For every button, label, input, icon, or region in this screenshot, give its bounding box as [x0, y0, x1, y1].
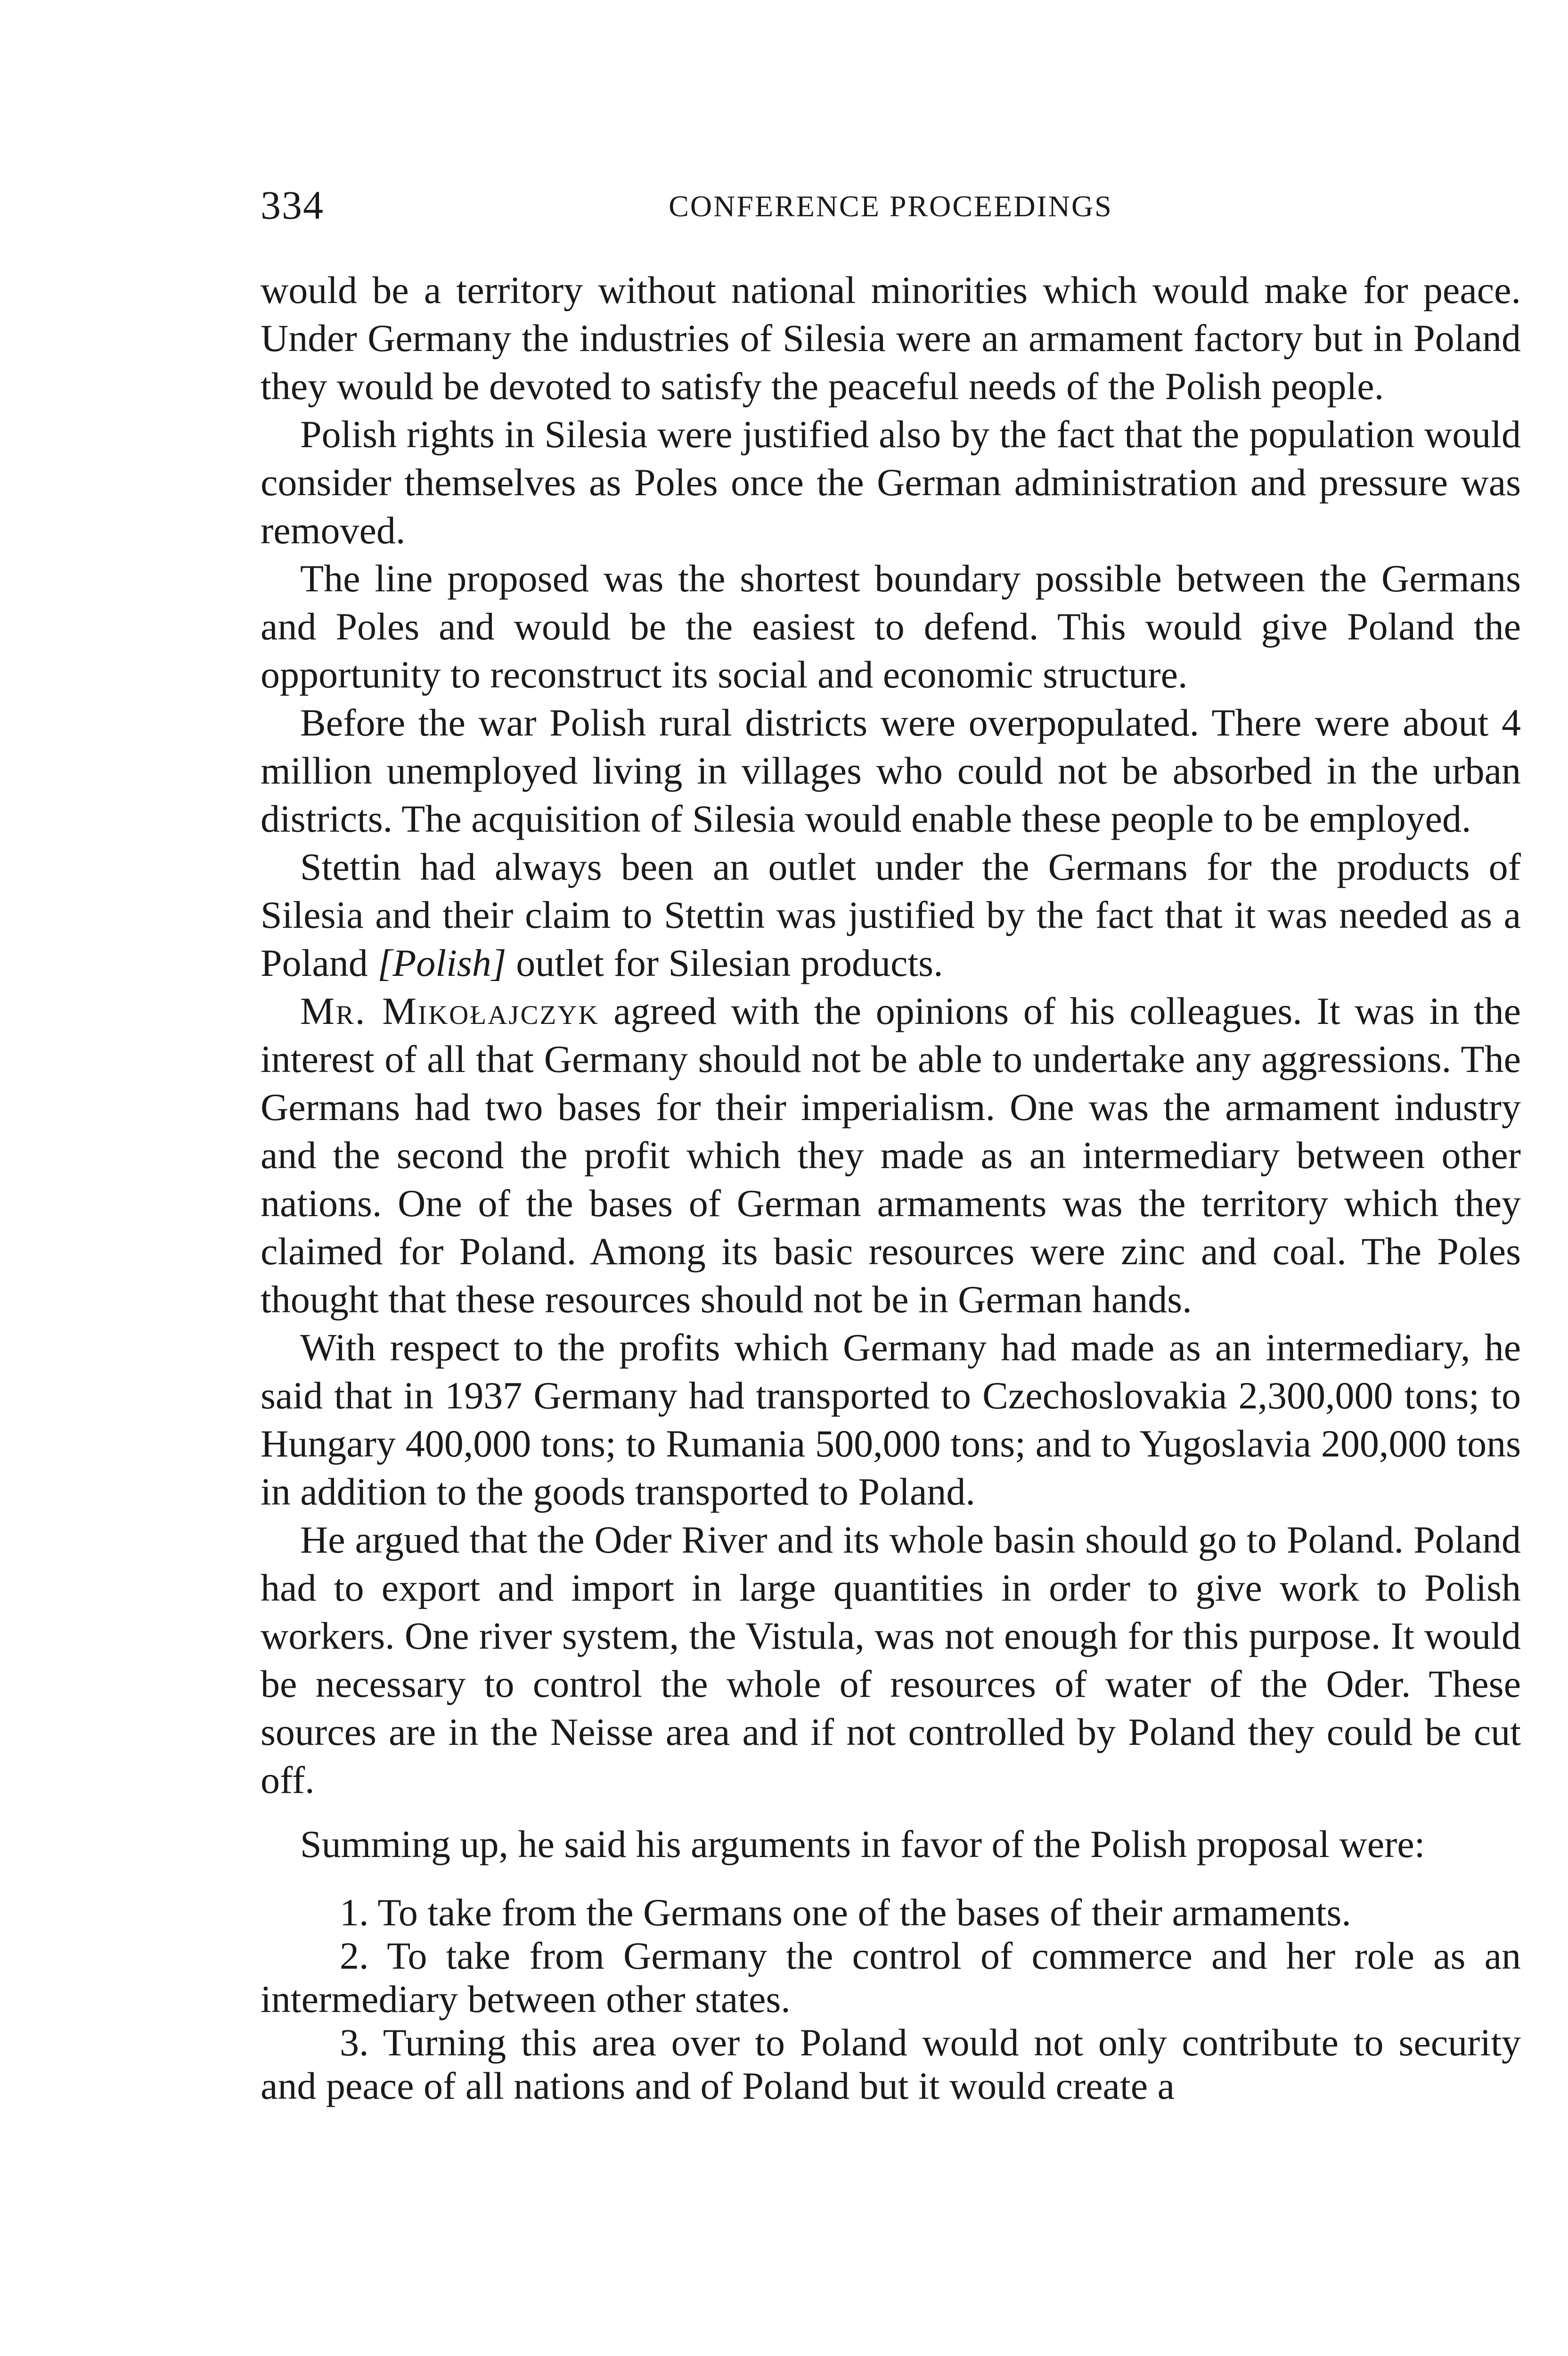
list-number: 3.: [340, 2021, 369, 2064]
running-head: CONFERENCE PROCEEDINGS: [669, 189, 1113, 223]
list-text: To take from Germany the control of commerce and her role as an intermediary between other states.: [261, 1934, 1521, 2021]
numbered-list: [261, 1891, 1521, 2108]
stettin-text-before: Stettin had always been an outlet under the Germans for the products of Silesia and their claim to Stettin was justified by the fact that it was needed as a Poland: [261, 845, 1521, 984]
list-text: Turning this area over to Poland would not only contribute to security and peace of all nations and of Poland but it would create a: [261, 2021, 1521, 2107]
paragraph-mikolajczyk: [261, 987, 1521, 1324]
paragraph: Before the war Polish rural districts were overpopulated. There were about 4 million unemployed living in villages who could not be absorbed in the urban districts. The acquisition of Silesia would enable these people to be employed.: [261, 701, 1521, 840]
speaker-name: Mr. Mikołajczyk: [300, 990, 599, 1032]
paragraph-stettin: [261, 843, 1521, 987]
paragraph: would be a territory without national minorities which would make for peace. Under Germany the industries of Silesia were an armament factory but in Poland they would be devoted to satisfy the peaceful needs of the Polish people.: [261, 269, 1521, 408]
body-text: [261, 266, 1521, 2108]
list-item: [261, 1891, 1521, 1934]
page-number: 334: [261, 182, 324, 228]
list-number: 2.: [340, 1934, 369, 1977]
paragraph: He argued that the Oder River and its whole basin should go to Poland. Poland had to export and import in large quantities in order to give work to Polish workers. One river system, the Vistula, was not enough for this purpose. It would be necessary to control the whole of resources of water of the Oder. These sources are in the Neisse area and if not controlled by Poland they could be cut off.: [261, 1518, 1521, 1801]
paragraph: Polish rights in Silesia were justified also by the fact that the population would consider themselves as Poles once the German administration and pressure was removed.: [261, 413, 1521, 552]
paragraph: Summing up, he said his arguments in favor of the Polish proposal were:: [300, 1823, 1425, 1865]
stettin-text-after: outlet for Silesian products.: [506, 941, 943, 984]
paragraph: The line proposed was the shortest boundary possible between the Germans and Poles and would be the easiest to defend. This would give Poland the opportunity to reconstruct its social and economic structure.: [261, 557, 1521, 696]
speaker-remarks: agreed with the opinions of his colleagues. It was in the interest of all that Germany should not be able to undertake any aggressions. The Germans had two bases for their imperialism. One was the armament industry and the second the profit which they made as an intermediary between other nations. One of the bases of German armaments was the territory which they claimed for Poland. Among its basic resources were zinc and coal. The Poles thought that these resources should not be in German hands.: [261, 990, 1521, 1321]
paragraph: With respect to the profits which Germany had made as an intermediary, he said that in 1937 Germany had transported to Czechoslovakia 2,300,000 tons; to Hungary 400,000 tons; to Rumania 500,000 tons; and to Yugoslavia 200,000 tons in addition to the goods transported to Poland.: [261, 1326, 1521, 1513]
page-header: [261, 179, 1521, 231]
editorial-bracket: [Polish]: [377, 941, 506, 984]
list-item: [261, 2021, 1521, 2108]
list-item: [261, 1934, 1521, 2021]
list-text: To take from the Germans one of the bases of their armaments.: [377, 1891, 1351, 1934]
list-number: 1.: [340, 1891, 369, 1934]
